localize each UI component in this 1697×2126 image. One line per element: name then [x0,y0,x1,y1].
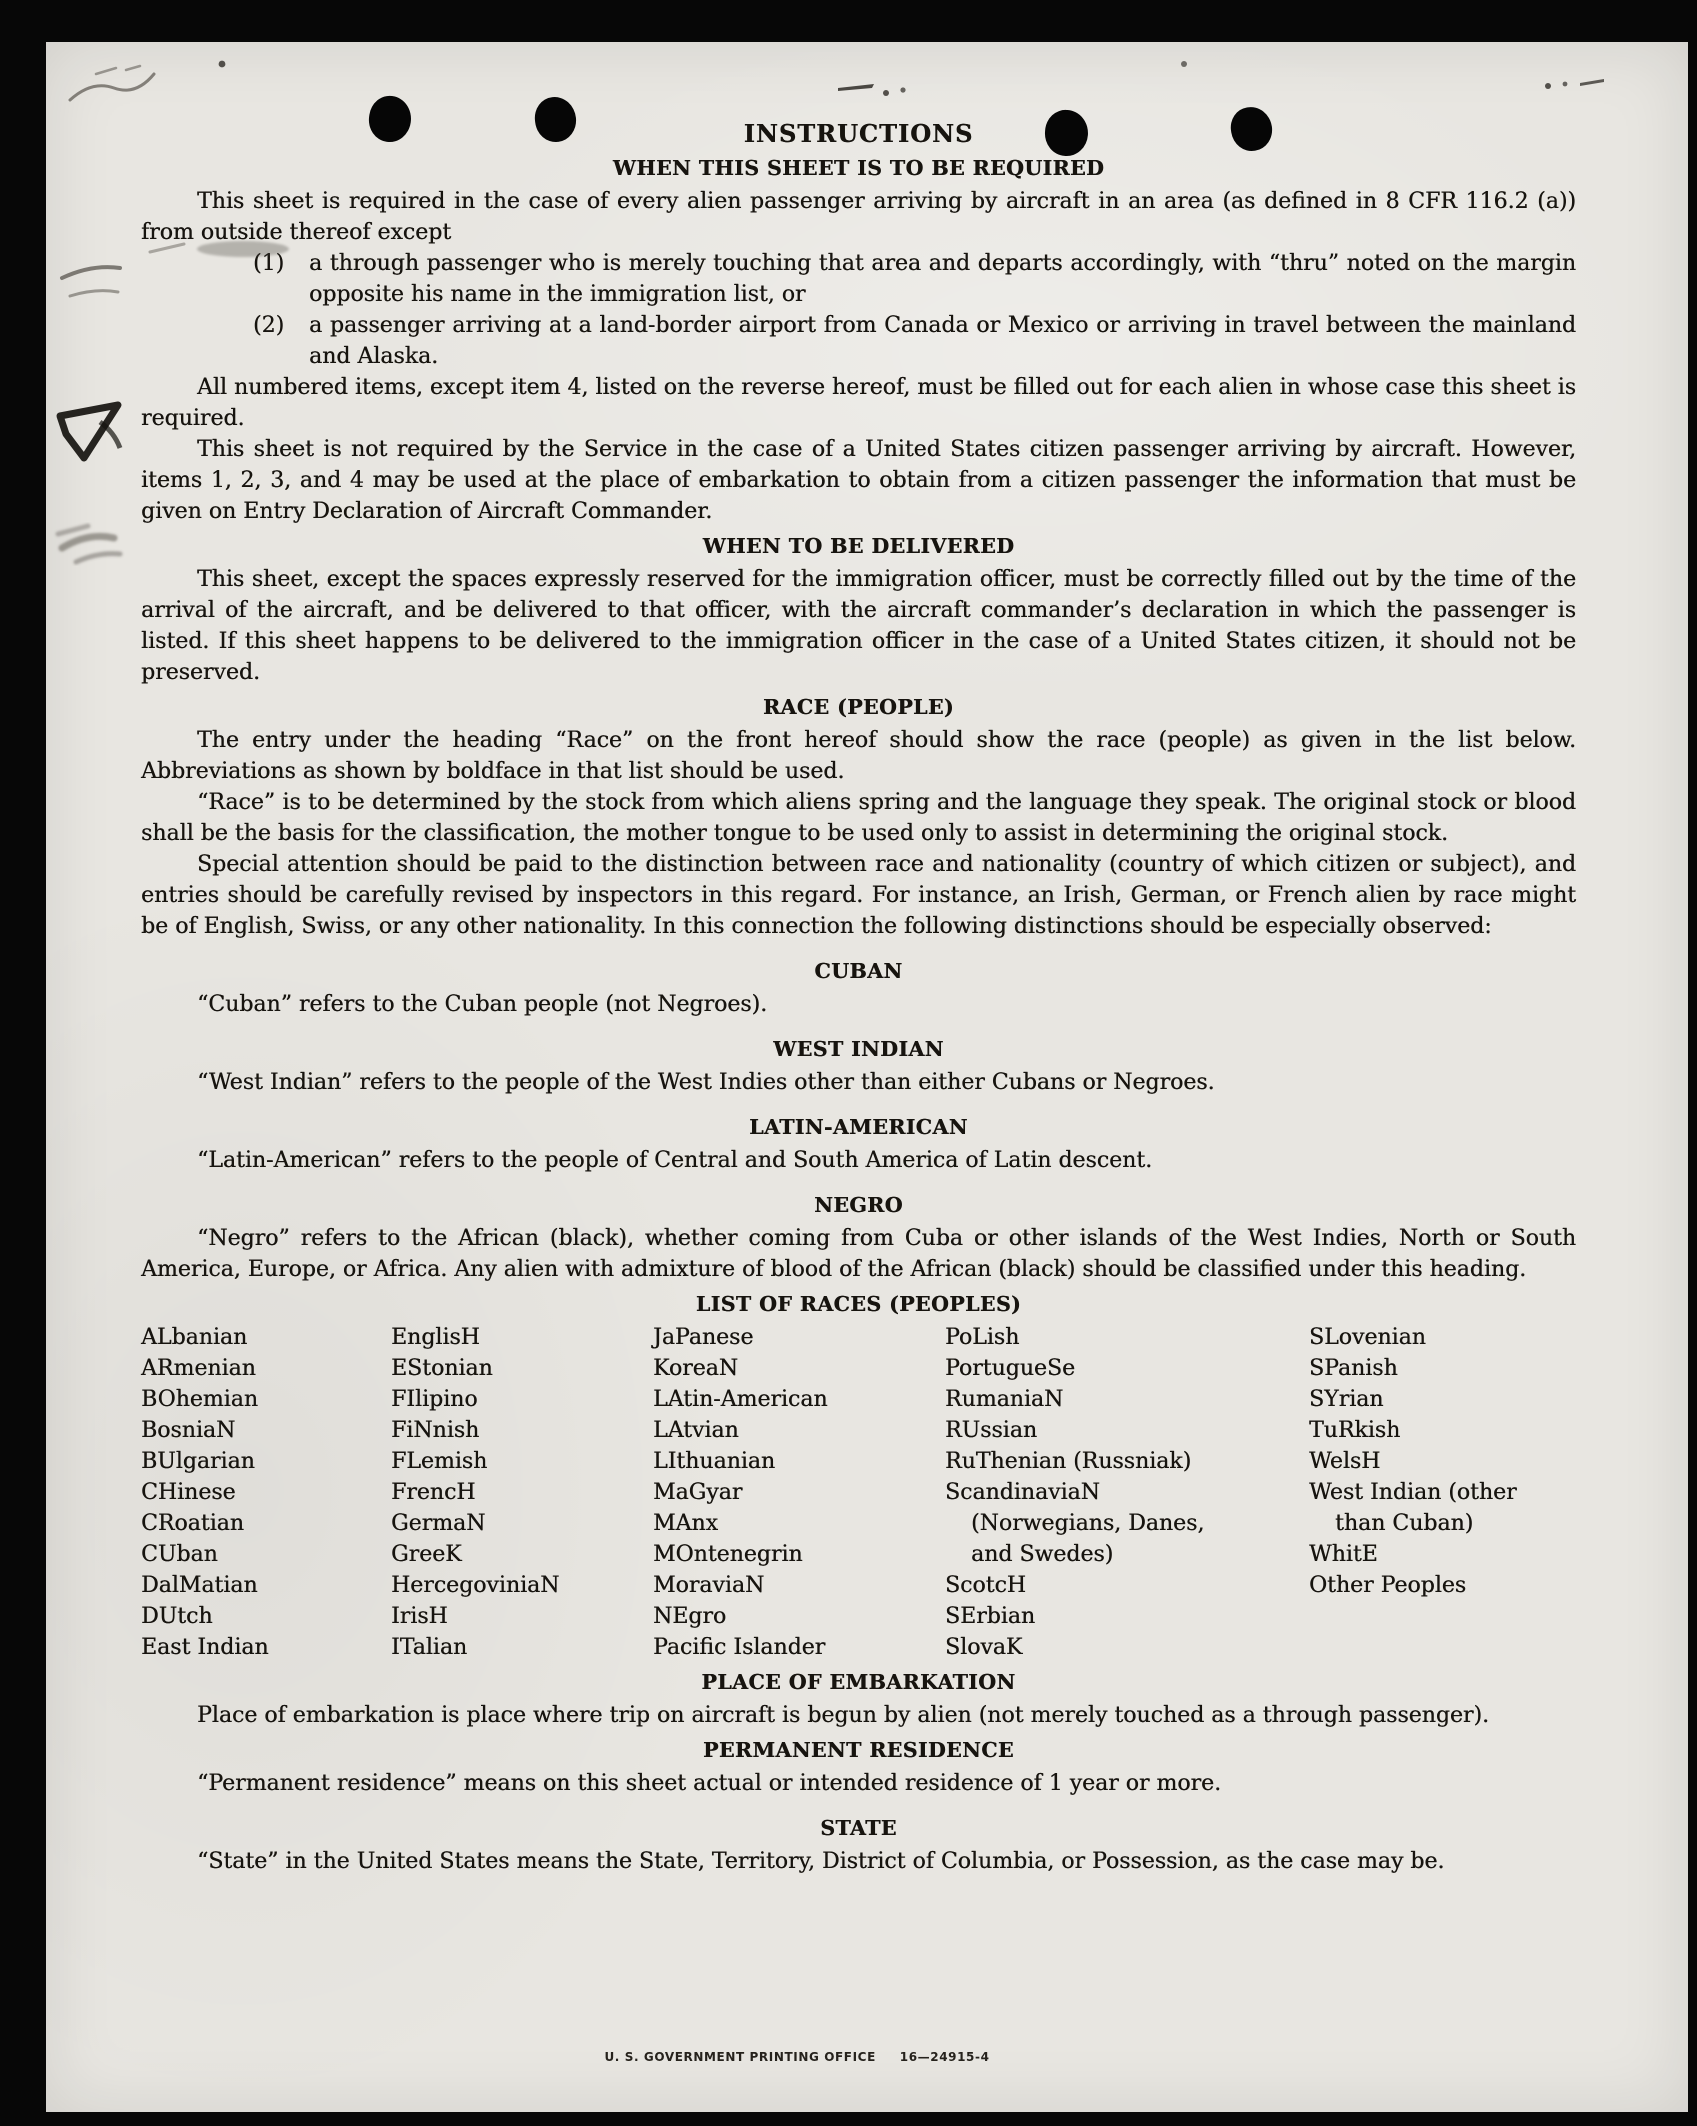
race-item: Pacific Islander [653,1635,826,1660]
numbered-item-2 [253,310,1576,372]
heading-latin-american: LATIN-AMERICAN [749,1115,968,1139]
heading-permanent-residence: PERMANENT RESIDENCE [703,1738,1014,1762]
heading-place-of-embarkation: PLACE OF EMBARKATION [701,1670,1016,1694]
para-delivered: This sheet, except the spaces expressly reserved for the immigration officer, must be correctly filled out by the time of the arrival of the aircraft, and be delivered to that officer, with the aircraft commander’s declaration in which the passenger is listed. If this sheet happens to be delivered to the immigration officer in the case of a United States citizen, it should not be preserved. [141,567,1576,685]
race-item: CHinese [141,1480,236,1505]
para-residence: “Permanent residence” means on this sheet actual or intended residence of 1 year or more. [197,1771,1222,1796]
race-item: MAnx [653,1511,718,1536]
race-item: CUban [141,1542,218,1567]
race-item: LAtvian [653,1418,739,1443]
race-item: FrencH [391,1480,476,1505]
document-content [141,118,1576,1877]
para-race-3: Special attention should be paid to the distinction between race and nationality (country of which citizen or subject), and entries should be carefully revised by inspectors in this regard. For instance, an Irish, German, or French alien by race might be of English, Swiss, or any other nationality. In this connection the following distinctions should be especially observed: [141,852,1576,939]
para-intro: This sheet is required in the case of every alien passenger arriving by aircraft in an area (as defined in 8 CFR 116.2 (a)) from outside thereof except [141,189,1576,245]
race-item: DalMatian [141,1573,258,1598]
race-item: Other Peoples [1309,1573,1467,1598]
para-embarkation: Place of embarkation is place where trip on aircraft is begun by alien (not merely touched as a through passenger). [197,1703,1490,1728]
races-column-3 [653,1322,945,1663]
race-item: RuThenian (Russniak) [945,1449,1192,1474]
race-item: SPanish [1309,1356,1398,1381]
race-item: GreeK [391,1542,462,1567]
races-column-2 [391,1322,653,1663]
heading-negro: NEGRO [814,1193,903,1217]
race-item: PortugueSe [945,1356,1076,1381]
race-item: FLemish [391,1449,488,1474]
race-item: LIthuanian [653,1449,776,1474]
race-item: BosniaN [141,1418,236,1443]
para-negro: “Negro” refers to the African (black), whether coming from Cuba or other islands of the West Indies, North or South America, Europe, or Africa. Any alien with admixture of blood of the African (black) should be classified under this heading. [141,1226,1576,1282]
race-item: East Indian [141,1635,269,1660]
race-item: MOntenegrin [653,1542,803,1567]
race-item: MoraviaN [653,1573,765,1598]
race-item: WelsH [1309,1449,1381,1474]
para-cuban: “Cuban” refers to the Cuban people (not Negroes). [197,992,768,1017]
numbered-item-1 [253,248,1576,310]
race-item: SErbian [945,1604,1036,1629]
race-item: ARmenian [141,1356,256,1381]
para-west-indian: “West Indian” refers to the people of the West Indies other than either Cubans or Negroes. [197,1070,1215,1095]
race-item: FiNnish [391,1418,480,1443]
race-item: SLovenian [1309,1325,1426,1350]
race-item: West Indian (other than Cuban) [1309,1480,1517,1536]
para-race-2: “Race” is to be determined by the stock from which aliens spring and the language they speak. The original stock or blood shall be the basis for the classification, the mother tongue to be used only to assist in determining the original stock. [141,790,1576,846]
race-item: RumaniaN [945,1387,1064,1412]
race-item: JaPanese [653,1325,754,1350]
para-race-1: The entry under the heading “Race” on the front hereof should show the race (people) as given in the list below. Abbreviations as shown by boldface in that list should be used. [141,728,1576,784]
doc-title: INSTRUCTIONS [743,119,974,148]
para-not-required: This sheet is not required by the Service in the case of a United States citizen passenger arriving by aircraft. However, items 1, 2, 3, and 4 may be used at the place of embarkation to obtain from a citizen passenger the information that must be given on Entry Declaration of Aircraft Commander. [141,437,1576,524]
race-item: WhitE [1309,1542,1378,1567]
heading-west-indian: WEST INDIAN [773,1037,944,1061]
race-item: FIlipino [391,1387,478,1412]
race-item: RUssian [945,1418,1038,1443]
printing-office-imprint: U. S. GOVERNMENT PRINTING OFFICE 16—24915-4 [604,2050,990,2064]
para-all-items: All numbered items, except item 4, listed on the reverse hereof, must be filled out for each alien in whose case this sheet is required. [141,375,1576,431]
item-text: a through passenger who is merely touching that area and departs accordingly, with “thru” noted on the margin opposite his name in the immigration list, or [309,251,1576,307]
heading-when-required: WHEN THIS SHEET IS TO BE REQUIRED [612,156,1105,180]
heading-list-of-races: LIST OF RACES (PEOPLES) [695,1292,1022,1316]
item-text: a passenger arriving at a land-border airport from Canada or Mexico or arriving in travel between the mainland and Alaska. [309,313,1576,369]
race-item: BOhemian [141,1387,258,1412]
race-item: ScandinaviaN (Norwegians, Danes, and Swedes) [945,1480,1205,1567]
race-item: IrisH [391,1604,448,1629]
race-item: GermaN [391,1511,486,1536]
heading-state: STATE [820,1816,897,1840]
races-list [141,1322,1576,1663]
race-item: ALbanian [141,1325,248,1350]
race-item: KoreaN [653,1356,738,1381]
races-column-1 [141,1322,391,1663]
heading-race-people: RACE (PEOPLE) [763,695,954,719]
race-item: BUlgarian [141,1449,255,1474]
races-column-4 [945,1322,1215,1663]
race-item: TuRkish [1309,1418,1401,1443]
heading-cuban: CUBAN [814,959,903,983]
race-item: ScotcH [945,1573,1026,1598]
race-item: LAtin-American [653,1387,828,1412]
race-item: DUtch [141,1604,213,1629]
item-number: (1) [253,251,285,276]
document-page [46,42,1688,2112]
para-state: “State” in the United States means the State, Territory, District of Columbia, or Possession, as the case may be. [197,1849,1445,1874]
race-item: ITalian [391,1635,468,1660]
race-item: PoLish [945,1325,1020,1350]
race-item: SYrian [1309,1387,1384,1412]
race-item: HercegoviniaN [391,1573,560,1598]
race-item: NEgro [653,1604,727,1629]
item-number: (2) [253,313,285,338]
race-item: SlovaK [945,1635,1023,1660]
para-latin-american: “Latin-American” refers to the people of Central and South America of Latin descent. [197,1148,1153,1173]
race-item: CRoatian [141,1511,244,1536]
races-column-5 [1309,1322,1549,1601]
race-item: MaGyar [653,1480,743,1505]
heading-when-delivered: WHEN TO BE DELIVERED [702,534,1015,558]
race-item: EStonian [391,1356,493,1381]
race-item: EnglisH [391,1325,480,1350]
